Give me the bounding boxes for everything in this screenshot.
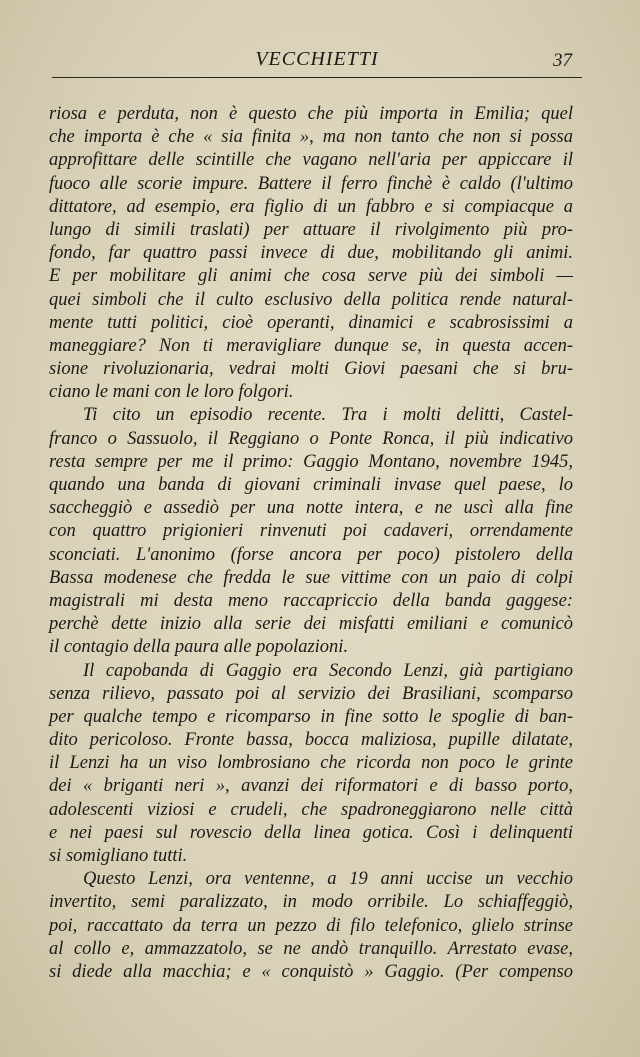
running-head-title: VECCHIETTI	[255, 48, 379, 70]
text-line: ciano le mani con le loro folgori.	[49, 382, 294, 403]
text-line: quei simboli che il culto esclusivo della politica rende natural-	[49, 289, 573, 310]
text-line: al collo e, ammazzatolo, se ne andò tranquillo. Arrestato evase,	[49, 938, 573, 959]
text-line: che importa è che « sia finita », ma non tanto che non si possa	[49, 127, 573, 148]
text-line: con quattro prigionieri rinvenuti poi cadaveri, orrendamente	[49, 521, 573, 542]
text-line: e nei paesi sul rovescio della linea gotica. Così i delinquenti	[49, 822, 573, 843]
paragraph-1	[49, 103, 573, 404]
text-line: franco o Sassuolo, il Reggiano o Ponte Ronca, il più indicativo	[49, 428, 573, 449]
text-line: resta sempre per me il primo: Gaggio Montano, novembre 1945,	[49, 451, 573, 472]
text-line: riosa e perduta, non è questo che più importa in Emilia; quel	[49, 104, 573, 124]
text-line: mente tutti politici, cioè operanti, dinamici e scabrosissimi a	[49, 312, 573, 333]
text-line: si somigliano tutti.	[49, 846, 188, 866]
text-line: adolescenti viziosi e crudeli, che spadroneggiarono nelle città	[49, 799, 573, 820]
text-line: perchè dette inizio alla serie dei misfatti emiliani e comunicò	[49, 614, 573, 635]
text-line: approfittare delle scintille che vagano nell'aria per appiccare il	[49, 150, 573, 171]
text-line: poi, raccattato da terra un pezzo di filo telefonico, glielo strinse	[49, 915, 573, 936]
text-line: fuoco alle scorie impure. Battere il ferro finchè è caldo (l'ultimo	[49, 173, 573, 194]
text-line: il Lenzi ha un viso lombrosiano che ricorda non poco le grinte	[49, 753, 573, 774]
text-line: dito pericoloso. Fronte bassa, bocca maliziosa, pupille dilatate,	[49, 730, 573, 751]
text-line: dittatore, ad esempio, era figlio di un fabbro e si compiacque a	[49, 196, 573, 217]
text-line: per qualche tempo e ricomparso in fine sotto le spoglie di ban-	[49, 706, 573, 727]
body-text	[49, 103, 573, 984]
text-line: si diede alla macchia; e « conquistò » Gaggio. (Per compenso	[49, 961, 573, 982]
text-line: E per mobilitare gli animi che cosa serve più dei simboli —	[49, 266, 573, 287]
text-line: sione rivoluzionaria, vedrai molti Giovi paesani che si bru-	[49, 359, 573, 380]
text-line: magistrali mi desta meno raccapriccio della banda gaggese:	[49, 590, 573, 611]
text-line: Questo Lenzi, ora ventenne, a 19 anni uccise un vecchio	[83, 869, 573, 890]
text-line: maneggiare? Non ti meravigliare dunque se, in questa accen-	[49, 335, 573, 356]
text-line: senza rilievo, passato poi al servizio dei Brasiliani, scomparso	[49, 683, 573, 704]
text-line: invertito, semi paralizzato, in modo orribile. Lo schiaffeggiò,	[49, 892, 573, 913]
text-line: sconciati. L'anonimo (forse ancora per poco) pistolero della	[49, 544, 573, 565]
text-line: dei « briganti neri », avanzi dei riformatori e di basso porto,	[49, 776, 573, 797]
text-line: Il capobanda di Gaggio era Secondo Lenzi, già partigiano	[83, 660, 573, 681]
text-line: Ti cito un episodio recente. Tra i molti delitti, Castel-	[83, 405, 573, 426]
text-line: saccheggiò e assediò per una notte intera, e ne uscì alla fine	[49, 498, 573, 519]
paragraph-4	[49, 868, 573, 984]
text-line: Bassa modenese che fredda le sue vittime con un paio di colpi	[49, 567, 573, 588]
text-line: fondo, far quattro passi invece di due, mobilitando gli animi.	[49, 243, 573, 264]
text-line: lungo di simili traslati) per attuare il rivolgimento più pro-	[49, 219, 573, 240]
running-head	[52, 46, 582, 76]
paragraph-3	[49, 660, 573, 869]
paragraph-2	[49, 404, 573, 659]
page-number: 37	[553, 50, 572, 71]
header-rule	[52, 77, 582, 78]
text-line: quando una banda di giovani criminali invase quel paese, lo	[49, 475, 573, 495]
text-line: il contagio della paura alle popolazioni.	[49, 637, 349, 658]
